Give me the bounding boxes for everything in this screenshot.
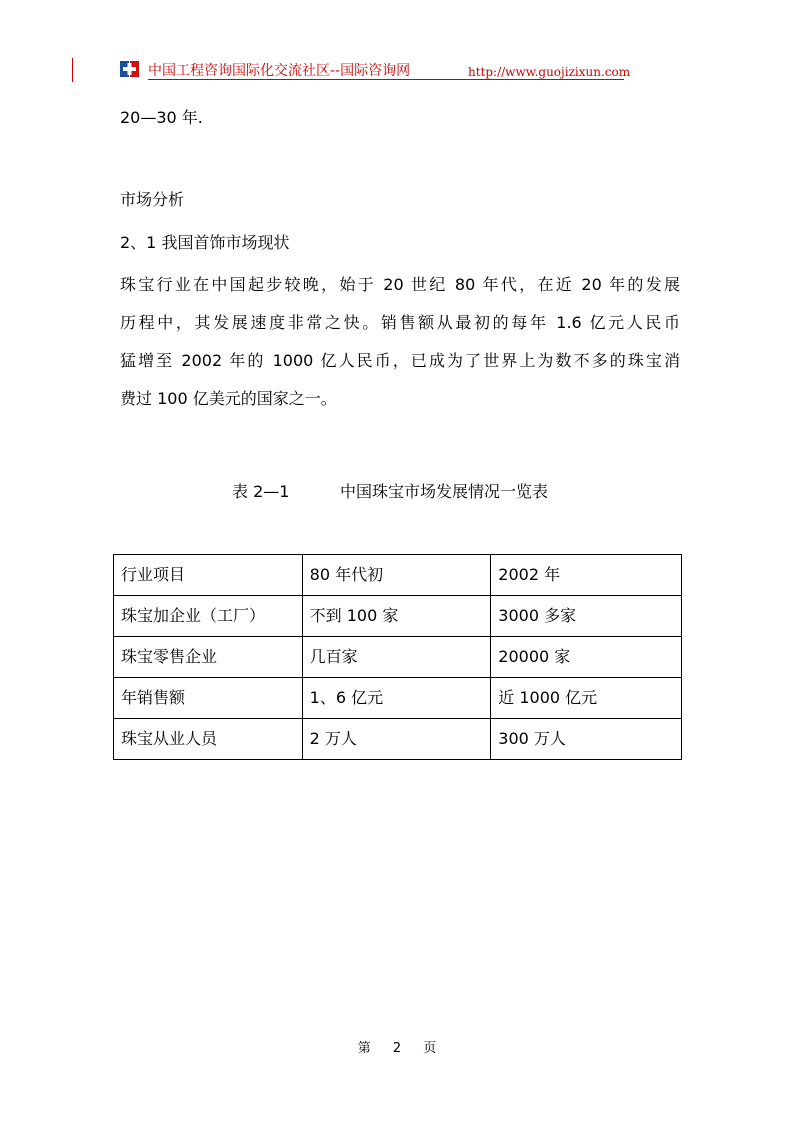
subsection-title: 2、1 我国首饰市场现状 xyxy=(120,233,290,252)
table-row xyxy=(114,678,682,719)
footer-prefix: 第 xyxy=(357,1041,371,1056)
table-cell: 80 年代初 xyxy=(302,555,491,596)
table-cell: 年销售额 xyxy=(114,678,303,719)
paragraph-line: 费过 100 亿美元的国家之一。 xyxy=(120,389,337,408)
table-caption-number: 表 2—1 xyxy=(232,482,290,501)
header-rule xyxy=(148,79,624,80)
table-cell: 近 1000 亿元 xyxy=(491,678,682,719)
table-cell: 不到 100 家 xyxy=(302,596,491,637)
table-cell: 2 万人 xyxy=(302,719,491,760)
market-table xyxy=(113,554,682,760)
table-row xyxy=(114,555,682,596)
table-cell: 几百家 xyxy=(302,637,491,678)
site-logo-icon xyxy=(120,60,140,78)
table-cell: 珠宝加企业（工厂） xyxy=(114,596,303,637)
table-cell: 300 万人 xyxy=(491,719,682,760)
body-paragraph xyxy=(120,266,680,418)
paragraph-line: 珠宝行业在中国起步较晚，始于 20 世纪 80 年代，在近 20 年的发展 xyxy=(120,275,680,294)
table-caption-title: 中国珠宝市场发展情况一览表 xyxy=(340,482,549,501)
paragraph-line: 历程中，其发展速度非常之快。销售额从最初的每年 1.6 亿元人民币 xyxy=(120,313,680,332)
header-title: 中国工程咨询国际化交流社区--国际咨询网 xyxy=(148,63,411,79)
table-row xyxy=(114,637,682,678)
continued-line: 20—30 年. xyxy=(120,108,203,127)
footer-suffix: 页 xyxy=(423,1041,437,1056)
table-cell: 行业项目 xyxy=(114,555,303,596)
paragraph-line: 猛增至 2002 年的 1000 亿人民币，已成为了世界上为数不多的珠宝消 xyxy=(120,351,680,370)
page-footer xyxy=(0,1041,794,1057)
section-title: 市场分析 xyxy=(120,190,185,209)
table-cell: 20000 家 xyxy=(491,637,682,678)
margin-mark xyxy=(72,58,73,82)
table-cell: 3000 多家 xyxy=(491,596,682,637)
table-row xyxy=(114,596,682,637)
table-cell: 1、6 亿元 xyxy=(302,678,491,719)
table-cell: 2002 年 xyxy=(491,555,682,596)
page-number: 2 xyxy=(392,1041,402,1056)
table-cell: 珠宝从业人员 xyxy=(114,719,303,760)
header-url-link[interactable]: http://www.guojizixun.com xyxy=(468,65,631,79)
table-row xyxy=(114,719,682,760)
table-cell: 珠宝零售企业 xyxy=(114,637,303,678)
